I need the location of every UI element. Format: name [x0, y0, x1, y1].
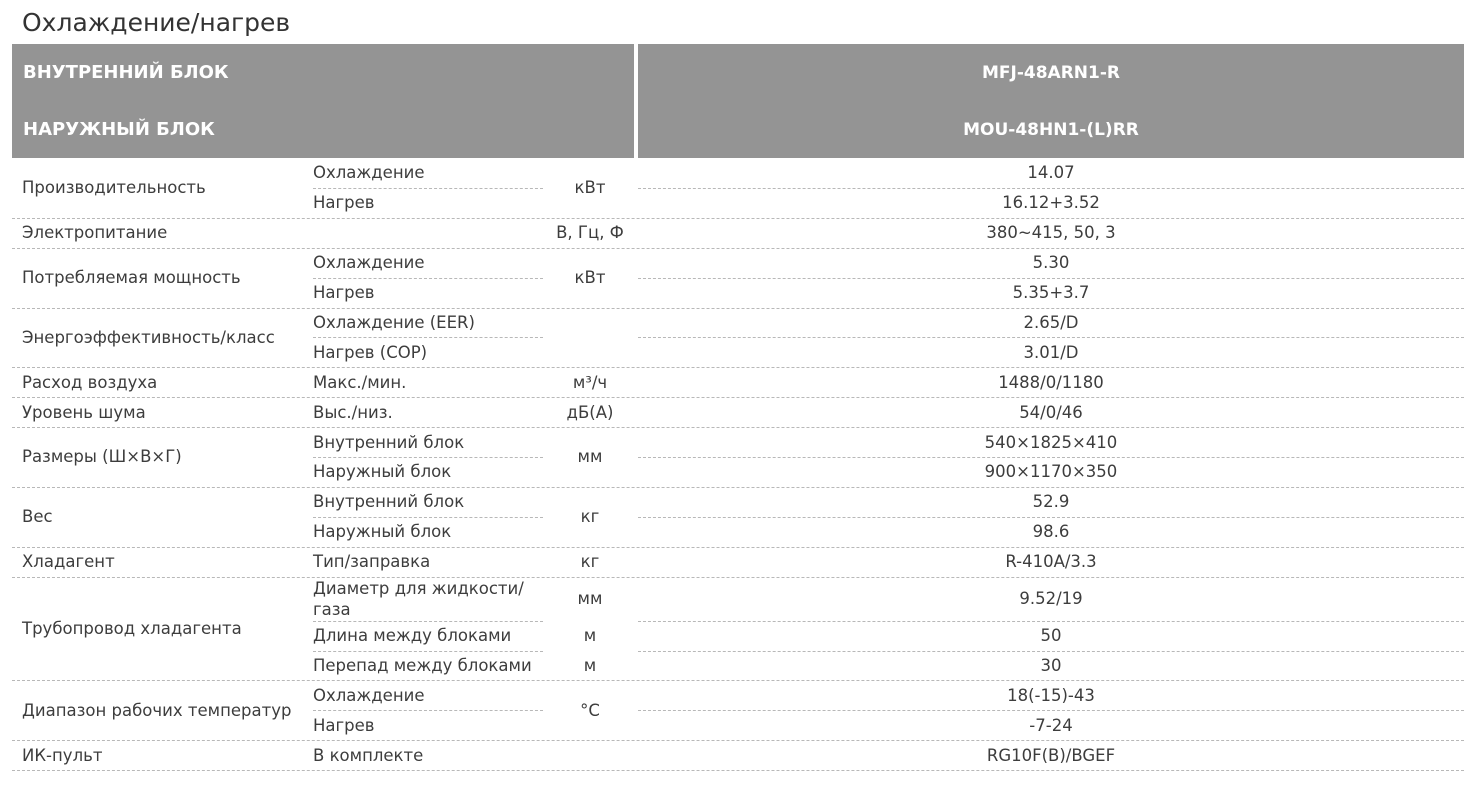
spec-unit: °С — [580, 700, 600, 720]
spec-value: RG10F(B)/BGEF — [986, 745, 1116, 765]
spec-group-name: Производительность — [22, 178, 206, 198]
spec-unit: В, Гц, Ф — [556, 223, 624, 243]
spec-value: 2.65/D — [1023, 312, 1079, 332]
spec-value: 50 — [1040, 626, 1062, 646]
spec-param: Макс./мин. — [313, 372, 407, 392]
spec-value: 3.01/D — [1023, 342, 1079, 362]
spec-param: Перепад между блоками — [313, 655, 532, 675]
spec-param: Наружный блок — [313, 522, 452, 542]
spec-unit: кг — [580, 507, 600, 527]
outdoor-unit-label: НАРУЖНЫЙ БЛОК — [12, 101, 634, 158]
spec-value: 5.35+3.7 — [1012, 283, 1090, 303]
spec-param: Нагрев — [313, 193, 375, 213]
spec-unit: мм — [577, 447, 603, 467]
spec-unit: кВт — [574, 268, 606, 288]
spec-value: 9.52/19 — [1019, 589, 1083, 609]
spec-param: Выс./низ. — [313, 402, 393, 422]
indoor-unit-label: ВНУТРЕННИЙ БЛОК — [12, 44, 634, 101]
spec-param: Наружный блок — [313, 462, 452, 482]
spec-group-name: Уровень шума — [22, 402, 146, 422]
spec-value: 30 — [1040, 655, 1062, 675]
spec-param: Нагрев — [313, 715, 375, 735]
spec-group-name: Хладагент — [22, 552, 115, 572]
spec-param: Нагрев — [313, 283, 375, 303]
spec-unit: мм — [577, 589, 603, 609]
spec-group-name: Трубопровод хладагента — [22, 618, 242, 638]
spec-group-name: Размеры (Ш×В×Г) — [22, 447, 182, 467]
spec-param: Внутренний блок — [313, 492, 465, 512]
spec-value: 54/0/46 — [1019, 402, 1083, 422]
spec-group-name: Расход воздуха — [22, 372, 158, 392]
spec-param: Охлаждение — [313, 685, 425, 705]
spec-value: 16.12+3.52 — [1002, 193, 1100, 213]
row-divider — [12, 770, 1464, 771]
spec-value: 14.07 — [1027, 163, 1075, 183]
spec-value: 380~415, 50, 3 — [986, 223, 1116, 243]
spec-unit: м³/ч — [572, 372, 608, 392]
spec-unit: кг — [580, 552, 600, 572]
spec-param: Длина между блоками — [313, 626, 512, 646]
spec-param: Тип/заправка — [313, 552, 431, 572]
indoor-unit-model: MFJ-48ARN1-R — [638, 44, 1464, 101]
spec-unit: м — [583, 626, 597, 646]
spec-unit: кВт — [574, 178, 606, 198]
spec-value: 18(-15)-43 — [1007, 685, 1095, 705]
spec-value: 540×1825×410 — [984, 432, 1118, 452]
spec-value: 98.6 — [1032, 522, 1070, 542]
spec-param: Нагрев (COP) — [313, 342, 428, 362]
spec-value: 1488/0/1180 — [998, 372, 1104, 392]
spec-unit: м — [583, 655, 597, 675]
spec-group-name: Электропитание — [22, 223, 168, 243]
spec-value: 5.30 — [1032, 253, 1070, 273]
spec-param: Охлаждение (EER) — [313, 312, 475, 332]
spec-unit: дБ(А) — [566, 402, 614, 422]
spec-group-name: Потребляемая мощность — [22, 268, 241, 288]
outdoor-unit-model: MOU-48HN1-(L)RR — [638, 101, 1464, 158]
spec-value: R-410A/3.3 — [1005, 552, 1097, 572]
spec-param: В комплекте — [313, 745, 424, 765]
spec-value: 52.9 — [1032, 492, 1070, 512]
page-title: Охлаждение/нагрев — [22, 8, 291, 37]
spec-group-name: Вес — [22, 507, 53, 527]
spec-param: Охлаждение — [313, 163, 425, 183]
spec-value: 900×1170×350 — [984, 462, 1118, 482]
spec-param: Внутренний блок — [313, 432, 465, 452]
spec-group-name: Энергоэффективность/класс — [22, 327, 275, 347]
spec-group-name: ИК-пульт — [22, 745, 103, 765]
spec-group-name: Диапазон рабочих температур — [22, 700, 292, 720]
spec-param: Диаметр для жидкости/ газа — [313, 578, 524, 619]
spec-param: Охлаждение — [313, 253, 425, 273]
spec-value: -7-24 — [1029, 715, 1073, 735]
